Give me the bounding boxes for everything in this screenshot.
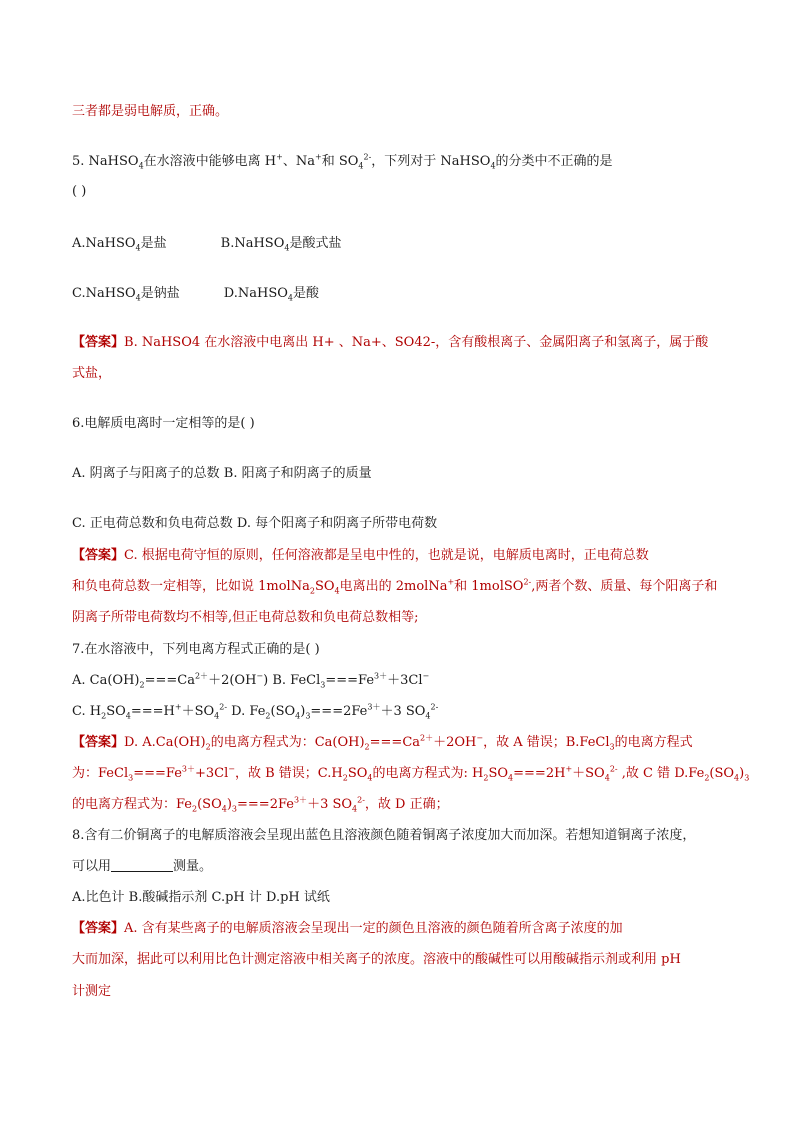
q5-answer-line2: 式盐， (72, 366, 112, 381)
q7-answer-line2: 为：$FeCl_3===Fe^{3+}+3Cl^-$，故 B 错误；$C.H_2SO_4$的电离方程式为: $H_2SO_4===2H^++SO_4^{2-}$ ,故 C 错 $D.Fe_2(SO_4)_3$ (72, 764, 750, 783)
q8-answer-line2: 大而加深，据此可以利用比色计测定溶液中相关离子的浓度。溶液中的酸碱性可以用酸碱指示剂或利用 pH (72, 952, 681, 967)
q6-answer-line1: 【答案】C. 根据电荷守恒的原则，任何溶液都是呈电中性的，也就是说，电解质电离时，正电荷总数 (72, 548, 649, 563)
q5-options-cd: C.NaHSO$_4$是钠盐 D.NaHSO$_4$是酸 (72, 286, 319, 303)
q8-options: A.比色计 B.酸碱指示剂 C.pH 计 D.pH 试纸 (72, 890, 330, 905)
q5-answer-line1: 【答案】B. NaHSO4 在水溶液中电离出 H+ 、Na+、SO42-，含有酸根离子、金属阳离子和氢离子，属于酸 (72, 335, 709, 350)
q5-options-ab: A.NaHSO$_4$是盐 B.NaHSO$_4$是酸式盐 (72, 236, 342, 253)
prev-answer-line: 三者都是弱电解质，正确。 (72, 104, 229, 119)
q5-paren: ( ) (72, 184, 87, 199)
q8-stem-line1: 8.含有二价铜离子的电解质溶液会呈现出蓝色且溶液颜色随着铜离子浓度加大而加深。若想知道铜离子浓度， (72, 828, 696, 843)
q6-stem: 6.电解质电离时一定相等的是( ) (72, 416, 255, 431)
q8-answer-line3: 计测定 (72, 984, 112, 999)
q6-options-cd: C. 正电荷总数和负电荷总数 D. 每个阳离子和阴离子所带电荷数 (72, 516, 438, 531)
q7-stem: 7.在水溶液中，下列电离方程式正确的是( ) (72, 642, 320, 657)
q7-options-cd: C. $H_2SO_4===H^++SO_4^{2-}$ D. $Fe_2(SO_4)_3===2Fe^{3+}+3$ $SO_4^{2-}$ (72, 702, 439, 721)
q7-options-ab: A. $Ca(OH)_2===Ca^{2+}+2(OH^-)$ B. $FeCl_3===Fe^{3+}+3Cl^-$ (72, 671, 430, 690)
q7-answer-line1: 【答案】D. $A.Ca(OH)_2$的电离方程式为：$Ca(OH)_2===Ca^{2+}+2OH^-$，故 A 错误；B.FeCl$_3$的电离方程式 (72, 733, 693, 752)
q6-answer-line2: 和负电荷总数一定相等，比如说 $1molNa_2SO_4$电离出的 2molNa+和 1molSO$^{2-}$,两者个数、质量、每个阳离子和 (72, 577, 718, 596)
q6-answer-line3: 阴离子所带电荷数均不相等,但正电荷总数和负电荷总数相等; (72, 610, 419, 625)
q7-answer-line3: 的电离方程式为：$Fe_2(SO_4)_3===2Fe^{3+}+3$ $SO_4^{2-}$，故 D 正确； (72, 795, 449, 814)
q8-stem-line2: 可以用 测量。 (72, 859, 213, 874)
q8-answer-line1: 【答案】A. 含有某些离子的电解质溶液会呈现出一定的颜色且溶液的颜色随着所含离子浓度的加 (72, 921, 623, 936)
q6-options-ab: A. 阴离子与阳离子的总数 B. 阳离子和阴离子的质量 (72, 466, 372, 481)
q5-stem: 5. NaHSO$_4$在水溶液中能够电离 H+、Na+和 $SO_4^{2-}$，下列对于 NaHSO$_4$的分类中不正确的是 (72, 152, 613, 171)
q8-blank (111, 859, 173, 872)
